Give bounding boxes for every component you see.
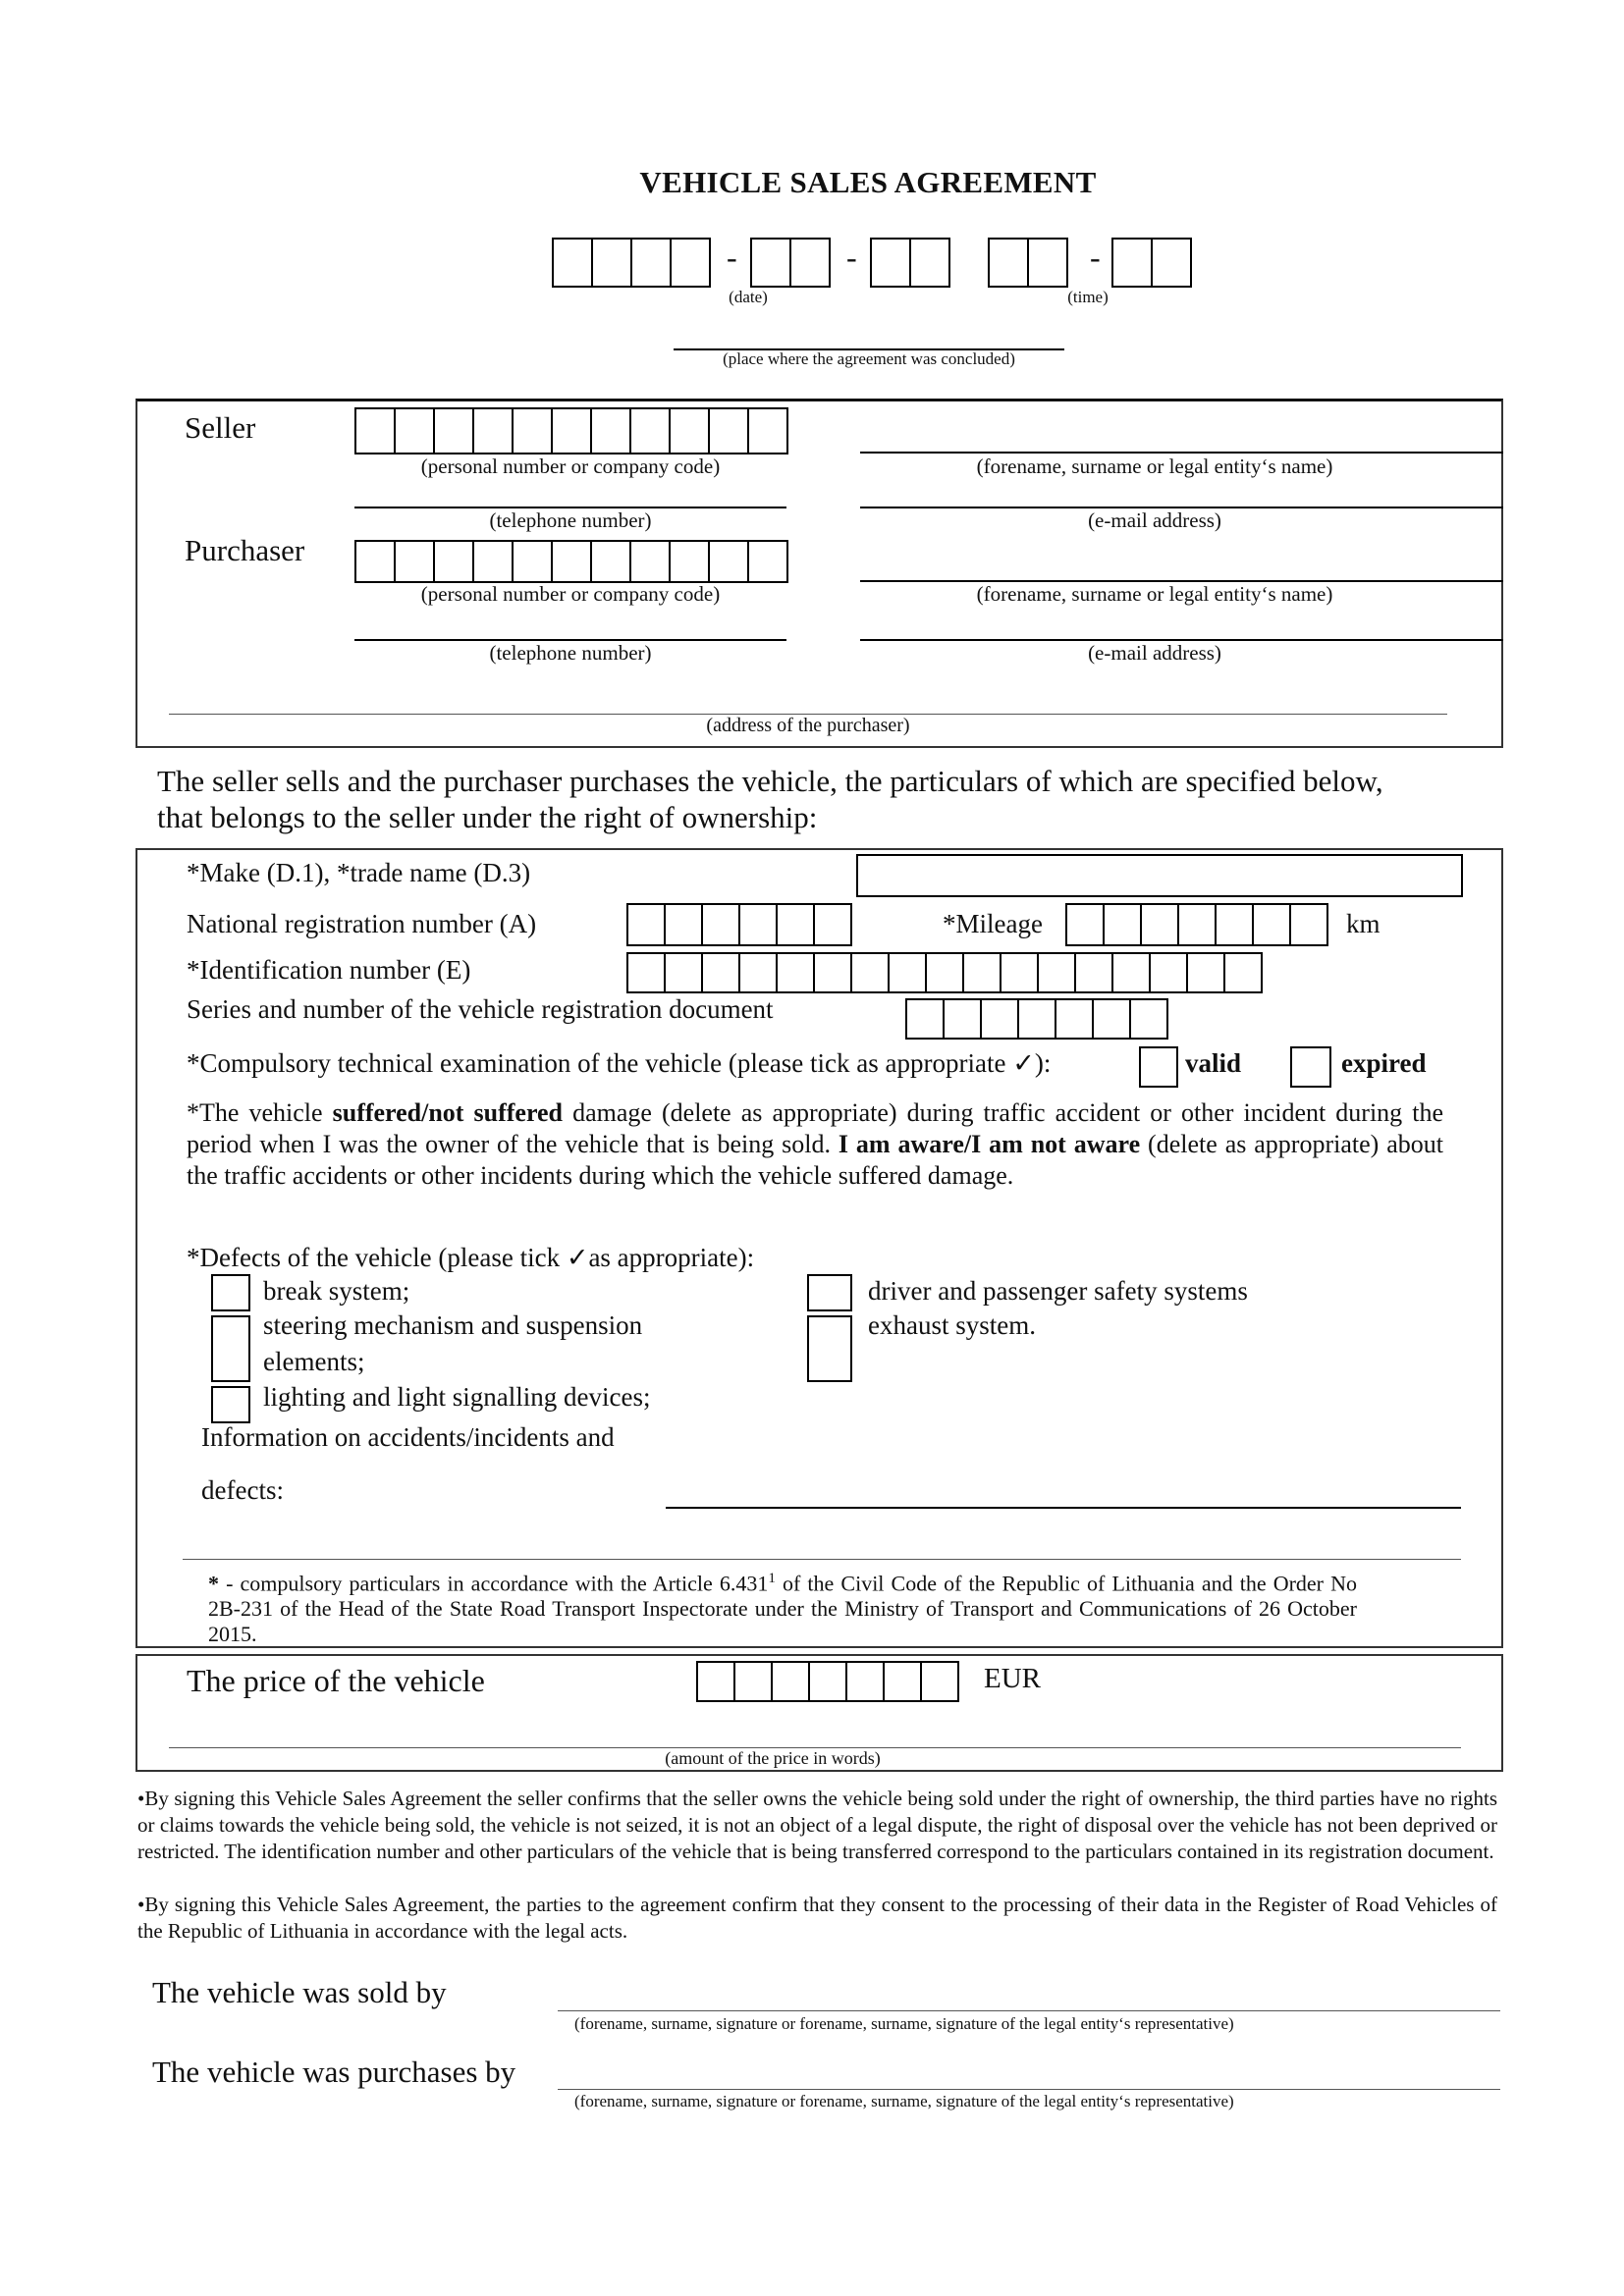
digit-box[interactable] bbox=[669, 407, 710, 454]
intro-line-1: The seller sells and the purchaser purchases the vehicle, the particulars of which are specified below, bbox=[157, 764, 1383, 798]
date-day-boxes[interactable] bbox=[870, 238, 948, 288]
digit-box[interactable] bbox=[1129, 998, 1168, 1040]
seller-label: Seller bbox=[185, 410, 256, 445]
seller-name-caption: (forename, surname or legal entity‘s name) bbox=[976, 454, 1333, 478]
defects-label: *Defects of the vehicle (please tick ✓as appropriate): bbox=[187, 1243, 755, 1272]
purchaser-phone-caption: (telephone number) bbox=[489, 641, 652, 665]
price-currency: EUR bbox=[984, 1663, 1041, 1694]
defect-exhaust-label: exhaust system. bbox=[868, 1310, 1036, 1340]
price-words-caption: (amount of the price in words) bbox=[665, 1748, 881, 1768]
damage-option-suffered[interactable]: suffered/not suffered bbox=[332, 1098, 564, 1127]
digit-box[interactable] bbox=[433, 407, 474, 454]
purchaser-email-caption: (e-mail address) bbox=[1088, 641, 1221, 665]
digit-box[interactable] bbox=[870, 238, 911, 288]
digit-box[interactable] bbox=[664, 903, 703, 946]
date-caption: (date) bbox=[729, 288, 768, 306]
digit-box[interactable] bbox=[591, 238, 632, 288]
digit-box[interactable] bbox=[1037, 952, 1076, 993]
reg-number-label: National registration number (A) bbox=[187, 909, 537, 938]
damage-option-aware[interactable]: I am aware/I am not aware bbox=[838, 1130, 1141, 1158]
series-boxes[interactable] bbox=[905, 998, 1166, 1040]
purchaser-signature-caption: (forename, surname, signature or forename, surname, signature of the legal entity‘s representative) bbox=[574, 2092, 1234, 2110]
digit-box[interactable] bbox=[433, 540, 474, 583]
seller-email-caption: (e-mail address) bbox=[1088, 508, 1221, 532]
digit-box[interactable] bbox=[708, 407, 749, 454]
digit-box[interactable] bbox=[905, 998, 945, 1040]
footnote-text bbox=[208, 1566, 1357, 1647]
digit-box[interactable] bbox=[920, 1661, 959, 1702]
digit-box[interactable] bbox=[1140, 903, 1179, 946]
digit-box[interactable] bbox=[980, 998, 1019, 1040]
digit-box[interactable] bbox=[771, 1661, 810, 1702]
digit-box[interactable] bbox=[747, 540, 788, 583]
digit-box[interactable] bbox=[512, 407, 553, 454]
address-caption: (address of the purchaser) bbox=[706, 715, 910, 736]
price-boxes[interactable] bbox=[696, 1661, 957, 1702]
exam-valid-checkbox[interactable] bbox=[1139, 1046, 1178, 1088]
digit-box[interactable] bbox=[1092, 998, 1131, 1040]
digit-box[interactable] bbox=[813, 952, 852, 993]
intro-line-2: that belongs to the seller under the right of ownership: bbox=[157, 800, 818, 834]
digit-box[interactable] bbox=[629, 540, 671, 583]
digit-box[interactable] bbox=[808, 1661, 847, 1702]
digit-box[interactable] bbox=[664, 952, 703, 993]
info-label-1: Information on accidents/incidents and bbox=[201, 1422, 615, 1452]
exam-label: *Compulsory technical examination of the vehicle (please tick as appropriate ✓): bbox=[187, 1048, 1052, 1078]
digit-box[interactable] bbox=[776, 952, 815, 993]
mileage-unit: km bbox=[1346, 909, 1380, 938]
reg-number-boxes[interactable] bbox=[626, 903, 850, 946]
date-dash: - bbox=[727, 240, 737, 275]
defect-lighting-label: lighting and light signalling devices; bbox=[263, 1382, 651, 1412]
series-label: Series and number of the vehicle registration document bbox=[187, 994, 774, 1024]
seller-signature-caption: (forename, surname, signature or forename, surname, signature of the legal entity‘s representative) bbox=[574, 2014, 1234, 2033]
digit-box[interactable] bbox=[943, 998, 982, 1040]
digit-box[interactable] bbox=[696, 1661, 735, 1702]
footnote-divider bbox=[183, 1559, 1461, 1560]
ident-label: *Identification number (E) bbox=[187, 955, 471, 985]
purchaser-signature-line[interactable] bbox=[558, 2089, 1500, 2090]
mileage-label: *Mileage bbox=[943, 909, 1043, 938]
digit-box[interactable] bbox=[883, 1661, 922, 1702]
digit-box[interactable] bbox=[1252, 903, 1291, 946]
defect-safety-label: driver and passenger safety systems bbox=[868, 1276, 1248, 1306]
defect-break-checkbox[interactable] bbox=[211, 1274, 250, 1311]
digit-box[interactable] bbox=[670, 238, 711, 288]
digit-box[interactable] bbox=[1149, 952, 1188, 993]
digit-box[interactable] bbox=[354, 407, 396, 454]
digit-box[interactable] bbox=[630, 238, 672, 288]
time-hour-boxes[interactable] bbox=[988, 238, 1066, 288]
digit-box[interactable] bbox=[888, 952, 927, 993]
purchaser-name-caption: (forename, surname or legal entity‘s name) bbox=[976, 582, 1333, 606]
digit-box[interactable] bbox=[394, 407, 435, 454]
digit-box[interactable] bbox=[552, 238, 593, 288]
digit-box[interactable] bbox=[988, 238, 1029, 288]
digit-box[interactable] bbox=[590, 407, 631, 454]
document-title: VEHICLE SALES AGREEMENT bbox=[639, 165, 1097, 199]
damage-text-2: damage (delete as appropriate) during traffic accident or other incident during the period when I was the owner of the vehicle that is being sold. bbox=[187, 1098, 1443, 1158]
digit-box[interactable] bbox=[776, 903, 815, 946]
digit-box[interactable] bbox=[789, 238, 831, 288]
footnote-text-2: of the Civil Code of the Republic of Lithuania and the Order No 2B-231 of the Head of the State Road Transport Inspectorate under the Ministry of Transport and Communications of 26 October 2015. bbox=[208, 1571, 1358, 1647]
digit-box[interactable] bbox=[1027, 238, 1068, 288]
footnote-text-1: - compulsory particulars in accordance with the Article 6.431 bbox=[219, 1571, 769, 1596]
purchaser-code-boxes[interactable] bbox=[354, 540, 786, 583]
digit-box[interactable] bbox=[626, 903, 666, 946]
digit-box[interactable] bbox=[590, 540, 631, 583]
purchaser-code-caption: (personal number or company code) bbox=[420, 582, 721, 606]
digit-box[interactable] bbox=[1215, 903, 1254, 946]
digit-box[interactable] bbox=[925, 952, 964, 993]
digit-box[interactable] bbox=[850, 952, 890, 993]
purchaser-label: Purchaser bbox=[185, 533, 305, 567]
digit-box[interactable] bbox=[629, 407, 671, 454]
digit-box[interactable] bbox=[733, 1661, 773, 1702]
date-month-boxes[interactable] bbox=[750, 238, 829, 288]
digit-box[interactable] bbox=[394, 540, 435, 583]
digit-box[interactable] bbox=[747, 407, 788, 454]
digit-box[interactable] bbox=[1103, 903, 1142, 946]
digit-box[interactable] bbox=[626, 952, 666, 993]
defect-break-label: break system; bbox=[263, 1276, 410, 1306]
time-dash: - bbox=[1090, 240, 1101, 275]
digit-box[interactable] bbox=[738, 952, 778, 993]
seller-code-caption: (personal number or company code) bbox=[420, 454, 721, 478]
date-dash: - bbox=[846, 240, 857, 275]
digit-box[interactable] bbox=[354, 540, 396, 583]
damage-statement bbox=[187, 1097, 1443, 1192]
digit-box[interactable] bbox=[472, 540, 514, 583]
footnote-star: * bbox=[208, 1571, 219, 1596]
ident-boxes[interactable] bbox=[626, 952, 1261, 993]
digit-box[interactable] bbox=[512, 540, 553, 583]
digit-box[interactable] bbox=[962, 952, 1001, 993]
terms-paragraph-2: •By signing this Vehicle Sales Agreement, the parties to the agreement confirm that they consent to the processing of their data in the Register of Road Vehicles of the Republic of Lithuania in accordance with the legal acts. bbox=[137, 1893, 1497, 1943]
seller-phone-caption: (telephone number) bbox=[489, 508, 652, 532]
digit-box[interactable] bbox=[909, 238, 950, 288]
digit-box[interactable] bbox=[1151, 238, 1192, 288]
footnote-superscript: 1 bbox=[768, 1571, 776, 1586]
digit-box[interactable] bbox=[1055, 998, 1094, 1040]
digit-box[interactable] bbox=[1186, 952, 1225, 993]
digit-box[interactable] bbox=[708, 540, 749, 583]
terms-paragraph-1: •By signing this Vehicle Sales Agreement the seller confirms that the seller owns the vehicle being sold under the right of ownership, the third parties have no rights or claims towards the vehicle being sold, the vehicle is not seized, it is not an object of a legal dispute, the right of disposal over the vehicle has not been deprived or restricted. The identification number and other particulars of the vehicle that is being transferred correspond to the particulars contained in its registration document. bbox=[137, 1787, 1497, 1863]
place-caption: (place where the agreement was concluded) bbox=[723, 349, 1015, 368]
make-input[interactable] bbox=[856, 854, 1463, 897]
info-label-2: defects: bbox=[201, 1475, 284, 1505]
digit-box[interactable] bbox=[813, 903, 852, 946]
digit-box[interactable] bbox=[701, 903, 740, 946]
digit-box[interactable] bbox=[669, 540, 710, 583]
digit-box[interactable] bbox=[1111, 952, 1151, 993]
sold-by-label: The vehicle was sold by bbox=[152, 1975, 447, 2009]
digit-box[interactable] bbox=[1111, 238, 1153, 288]
defect-steering-label-2: elements; bbox=[263, 1347, 365, 1376]
digit-box[interactable] bbox=[1177, 903, 1217, 946]
make-label: *Make (D.1), *trade name (D.3) bbox=[187, 858, 531, 887]
date-year-boxes[interactable] bbox=[552, 238, 709, 288]
seller-name-line[interactable] bbox=[860, 452, 1503, 454]
digit-box[interactable] bbox=[1074, 952, 1113, 993]
exam-expired-label: expired bbox=[1341, 1048, 1427, 1078]
digit-box[interactable] bbox=[1289, 903, 1328, 946]
defect-steering-label-1: steering mechanism and suspension bbox=[263, 1310, 643, 1340]
damage-text-1: *The vehicle bbox=[187, 1098, 333, 1127]
mileage-boxes[interactable] bbox=[1065, 903, 1326, 946]
time-caption: (time) bbox=[1067, 288, 1109, 306]
digit-box[interactable] bbox=[551, 407, 592, 454]
damage-text-3: (delete as appropriate) about the traffic accidents or other incidents during which the vehicle suffered damage. bbox=[187, 1130, 1443, 1190]
digit-box[interactable] bbox=[472, 407, 514, 454]
price-label: The price of the vehicle bbox=[187, 1663, 485, 1698]
digit-box[interactable] bbox=[1017, 998, 1056, 1040]
defect-safety-checkbox[interactable] bbox=[807, 1274, 852, 1311]
defect-exhaust-checkbox[interactable] bbox=[807, 1315, 852, 1382]
defect-lighting-checkbox[interactable] bbox=[211, 1386, 250, 1423]
digit-box[interactable] bbox=[1000, 952, 1039, 993]
seller-signature-line[interactable] bbox=[558, 2010, 1500, 2011]
digit-box[interactable] bbox=[1065, 903, 1105, 946]
digit-box[interactable] bbox=[551, 540, 592, 583]
seller-code-boxes[interactable] bbox=[354, 407, 786, 454]
info-input-line[interactable] bbox=[666, 1507, 1461, 1509]
digit-box[interactable] bbox=[750, 238, 791, 288]
digit-box[interactable] bbox=[701, 952, 740, 993]
exam-expired-checkbox[interactable] bbox=[1290, 1046, 1331, 1088]
digit-box[interactable] bbox=[1223, 952, 1263, 993]
exam-valid-label: valid bbox=[1185, 1048, 1242, 1078]
purchased-by-label: The vehicle was purchases by bbox=[152, 2055, 516, 2089]
time-minute-boxes[interactable] bbox=[1111, 238, 1190, 288]
digit-box[interactable] bbox=[738, 903, 778, 946]
defect-steering-checkbox[interactable] bbox=[211, 1315, 250, 1382]
digit-box[interactable] bbox=[845, 1661, 885, 1702]
